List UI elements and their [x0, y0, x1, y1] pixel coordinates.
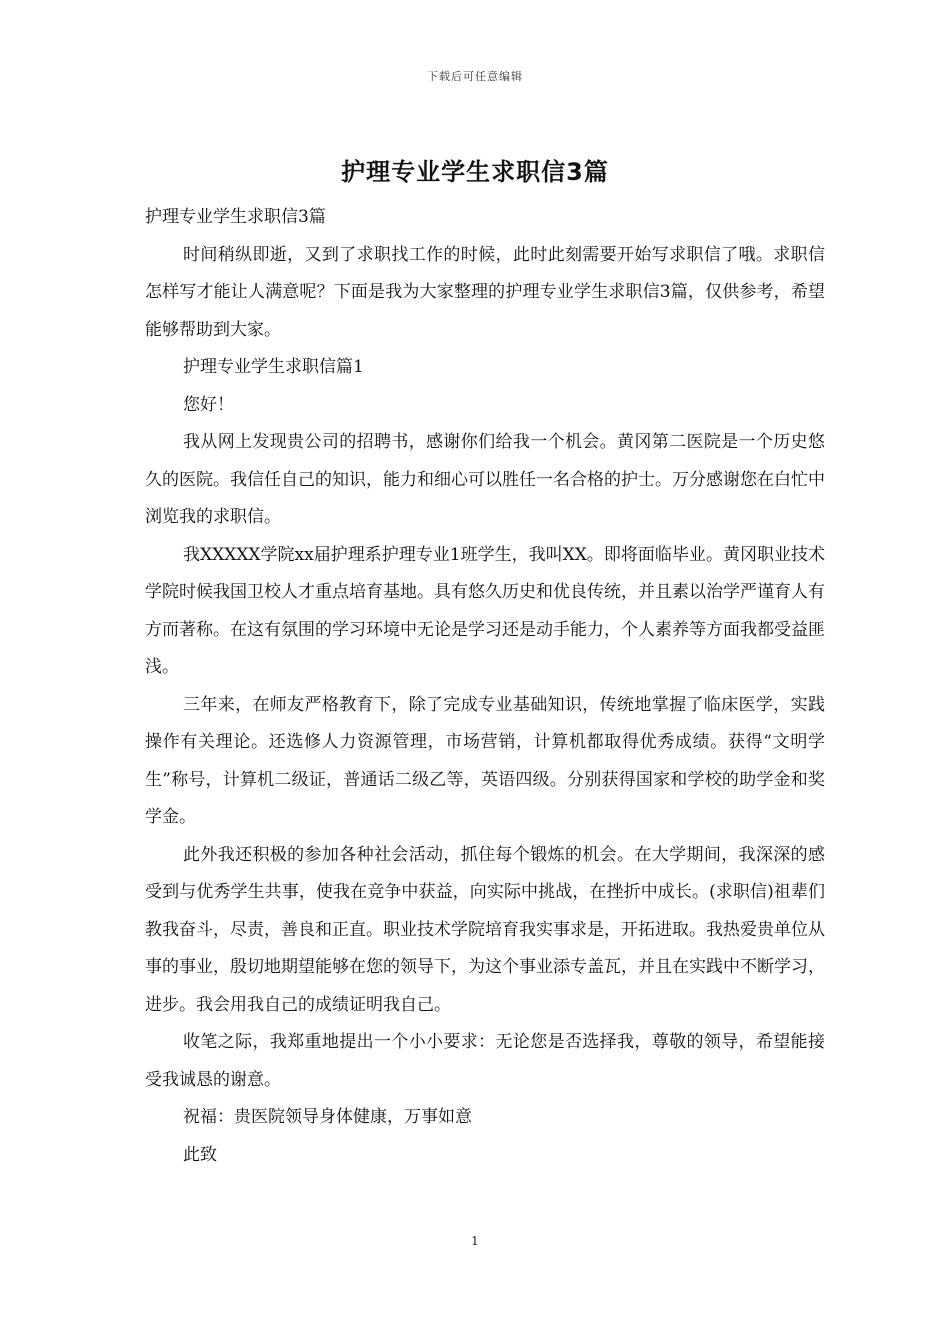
document-body [145, 199, 825, 1174]
body-paragraph: 此外我还积极的参加各种社会活动，抓住每个锻炼的机会。在大学期间，我深深的感受到与优秀学生共事，使我在竞争中获益，向实际中挑战，在挫折中成长。(求职信)祖辈们教我奋斗，尽责，善良和正直。职业技术学院培育我实事求是，开拓进取。我热爱贵单位从事的事业，殷切地期望能够在您的领导下，为这个事业添专盖瓦，并且在实践中不断学习，进步。我会用我自己的成绩证明我自己。 [145, 844, 825, 1015]
subtitle-paragraph: 护理专业学生求职信3篇 [145, 207, 326, 227]
body-paragraph: 三年来，在师友严格教育下，除了完成专业基础知识，传统地掌握了临床医学，实践操作有关理论。还选修人力资源管理，市场营销，计算机都取得优秀成绩。获得“文明学生”称号，计算机二级证，普通话二级乙等，英语四级。分别获得国家和学校的助学金和奖学金。 [145, 694, 825, 827]
section-heading: 护理专业学生求职信篇1 [183, 357, 364, 377]
header-note: 下载后可任意编辑 [427, 70, 523, 83]
intro-paragraph: 时间稍纵即逝，又到了求职找工作的时候，此时此刻需要开始写求职信了哦。求职信怎样写才能让人满意呢？下面是我为大家整理的护理专业学生求职信3篇，仅供参考，希望能够帮助到大家。 [145, 244, 825, 340]
closing-wish: 祝福：贵医院领导身体健康，万事如意 [183, 1107, 472, 1127]
salutation: 您好！ [183, 394, 234, 415]
closing-phrase: 此致 [183, 1144, 217, 1165]
page-number: 1 [471, 1234, 479, 1248]
body-paragraph: 我从网上发现贵公司的招聘书，感谢你们给我一个机会。黄冈第二医院是一个历史悠久的医院。我信任自己的知识，能力和细心可以胜任一名合格的护士。万分感谢您在白忙中浏览我的求职信。 [145, 432, 825, 527]
document-title: 护理专业学生求职信3篇 [341, 158, 609, 186]
body-paragraph: 我XXXXX学院xx届护理系护理专业1班学生，我叫XX。即将面临毕业。黄冈职业技术学院时候我国卫校人才重点培育基地。具有悠久历史和优良传统，并且素以治学严谨育人有方而著称。在这有氛围的学习环境中无论是学习还是动手能力，个人素养等方面我都受益匪浅。 [145, 544, 825, 677]
body-paragraph: 收笔之际，我郑重地提出一个小小要求：无论您是否选择我，尊敬的领导，希望能接受我诚恳的谢意。 [145, 1032, 825, 1090]
